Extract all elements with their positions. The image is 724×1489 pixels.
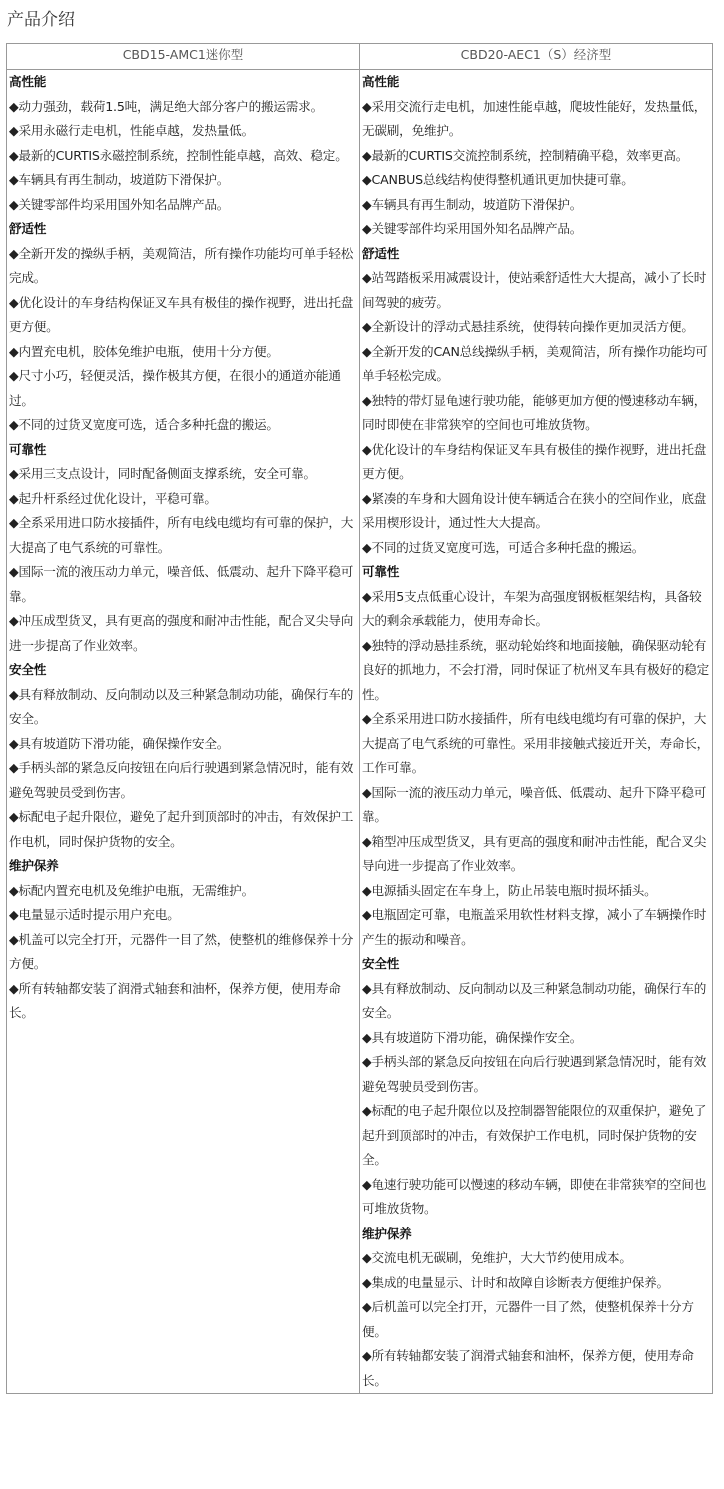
column-cbd20-content [360, 70, 713, 1394]
feature-item: ◆采用5支点低重心设计，车架为高强度钢板框架结构，具备较大的剩余承载能力，使用寿命长。 [362, 588, 702, 628]
feature-item: ◆内置充电机，胶体免维护电瓶，使用十分方便。 [9, 343, 279, 359]
feature-item: ◆CANBUS总线结构使得整机通讯更加快捷可靠。 [362, 172, 634, 187]
feature-item: ◆独特的浮动悬挂系统，驱动轮始终和地面接触，确保驱动轮有良好的抓地力，不会打滑，同时保证了杭州叉车具有极好的稳定性。 [362, 637, 710, 702]
feature-item: ◆所有转轴都安装了润滑式轴套和油杯，保养方便，使用寿命长。 [9, 980, 341, 1020]
feature-item: ◆具有坡道防下滑功能，确保操作安全。 [362, 1029, 583, 1045]
section-title: 可靠性 [362, 564, 400, 579]
feature-item: ◆最新的CURTIS永磁控制系统，控制性能卓越，高效、稳定。 [9, 147, 348, 163]
feature-item: ◆集成的电量显示、计时和故障自诊断表方便维护保养。 [362, 1274, 669, 1290]
feature-item: ◆全新开发的CAN总线操纵手柄，美观简洁，所有操作功能均可单手轻松完成。 [362, 343, 708, 383]
feature-item: ◆采用交流行走电机，加速性能卓越，爬坡性能好，发热量低，无碳刷，免维护。 [362, 98, 707, 138]
section-title: 安全性 [9, 662, 47, 677]
feature-item: ◆手柄头部的紧急反向按钮在向后行驶遇到紧急情况时，能有效避免驾驶员受到伤害。 [362, 1054, 707, 1094]
feature-item: ◆关键零部件均采用国外知名品牌产品。 [9, 196, 230, 212]
feature-item: ◆最新的CURTIS交流控制系统，控制精确平稳，效率更高。 [362, 147, 689, 163]
feature-item: ◆标配内置充电机及免维护电瓶，无需维护。 [9, 882, 254, 898]
feature-item: ◆紧凑的车身和大圆角设计使车辆适合在狭小的空间作业，底盘采用楔形设计，通过性大大提高。 [362, 490, 707, 530]
section-title: 可靠性 [9, 441, 47, 457]
section-title: 高性能 [9, 74, 47, 89]
feature-item: ◆独特的带灯显龟速行驶功能，能够更加方便的慢速移动车辆，同时即使在非常狭窄的空间也可堆放货物。 [362, 392, 707, 432]
feature-item: ◆交流电机无碳刷，免维护，大大节约使用成本。 [362, 1250, 632, 1265]
feature-item: ◆国际一流的液压动力单元，噪音低、低震动、起升下降平稳可靠。 [9, 564, 354, 604]
section-title: 维护保养 [9, 858, 59, 873]
feature-item: ◆不同的过货叉宽度可选，可适合多种托盘的搬运。 [362, 539, 645, 555]
feature-item: ◆标配的电子起升限位以及控制器智能限位的双重保护，避免了起升到顶部时的冲击，有效保护工作电机，同时保护货物的安全。 [362, 1103, 707, 1167]
feature-item: ◆龟速行驶功能可以慢速的移动车辆，即使在非常狭窄的空间也可堆放货物。 [362, 1176, 707, 1216]
feature-item: ◆采用三支点设计，同时配备侧面支撑系统，安全可靠。 [9, 466, 316, 481]
feature-item: ◆不同的过货叉宽度可选，适合多种托盘的搬运。 [9, 417, 279, 432]
feature-item: ◆起升杆系经过优化设计，平稳可靠。 [9, 490, 217, 506]
page-title: 产品介绍 [7, 10, 75, 30]
section-title: 舒适性 [9, 221, 47, 236]
feature-item: ◆电源插头固定在车身上，防止吊装电瓶时损坏插头。 [362, 882, 657, 898]
feature-item: ◆动力强劲，载荷1.5吨，满足绝大部分客户的搬运需求。 [9, 98, 323, 114]
feature-item: ◆关键零部件均采用国外知名品牌产品。 [362, 221, 583, 236]
section-title: 维护保养 [362, 1225, 412, 1241]
feature-item: ◆所有转轴都安装了润滑式轴套和油杯，保养方便，使用寿命长。 [362, 1348, 694, 1388]
column-cbd15-content [7, 70, 360, 1394]
feature-item: ◆车辆具有再生制动，坡道防下滑保护。 [9, 172, 230, 187]
feature-item: ◆电量显示适时提示用户充电。 [9, 907, 180, 922]
feature-item: ◆电瓶固定可靠，电瓶盖采用软性材料支撑，减小了车辆操作时产生的振动和噪音。 [362, 907, 707, 947]
section-title: 高性能 [362, 74, 400, 89]
column-header-cbd15: CBD15-AMC1迷你型 [7, 44, 360, 70]
feature-item: ◆优化设计的车身结构保证叉车具有极佳的操作视野，进出托盘更方便。 [9, 294, 354, 334]
feature-item: ◆标配电子起升限位，避免了起升到顶部时的冲击，有效保护工作电机，同时保护货物的安全。 [9, 809, 354, 849]
feature-item: ◆全系采用进口防水接插件，所有电线电缆均有可靠的保护，大大提高了电气系统的可靠性。 [9, 515, 354, 555]
section-title: 舒适性 [362, 245, 400, 261]
feature-item: ◆优化设计的车身结构保证叉车具有极佳的操作视野，进出托盘更方便。 [362, 441, 707, 481]
feature-item: ◆全系采用进口防水接插件，所有电线电缆均有可靠的保护，大大提高了电气系统的可靠性。采用非接触式接近开关，寿命长，工作可靠。 [362, 711, 710, 775]
feature-item: ◆箱型冲压成型货叉，具有更高的强度和耐冲击性能，配合叉尖导向进一步提高了作业效率。 [362, 833, 707, 873]
feature-item: ◆机盖可以完全打开，元器件一目了然，使整机的维修保养十分方便。 [9, 931, 354, 971]
feature-item: ◆采用永磁行走电机，性能卓越，发热量低。 [9, 123, 254, 138]
feature-item: ◆具有释放制动、反向制动以及三种紧急制动功能，确保行车的安全。 [362, 980, 707, 1020]
feature-item: ◆手柄头部的紧急反向按钮在向后行驶遇到紧急情况时，能有效避免驾驶员受到伤害。 [9, 760, 354, 800]
feature-item: ◆国际一流的液压动力单元，噪音低、低震动、起升下降平稳可靠。 [362, 784, 707, 824]
feature-item: ◆尺寸小巧，轻便灵活，操作极其方便，在很小的通道亦能通过。 [9, 368, 341, 408]
feature-item: ◆冲压成型货叉，具有更高的强度和耐冲击性能，配合叉尖导向进一步提高了作业效率。 [9, 613, 354, 653]
column-header-cbd20: CBD20-AEC1（S）经济型 [360, 44, 713, 70]
feature-item: ◆具有坡道防下滑功能，确保操作安全。 [9, 735, 230, 751]
feature-item: ◆具有释放制动、反向制动以及三种紧急制动功能，确保行车的安全。 [9, 686, 354, 726]
feature-item: ◆全新开发的操纵手柄，美观简洁，所有操作功能均可单手轻松完成。 [9, 245, 354, 285]
section-title: 安全性 [362, 956, 400, 971]
comparison-table [6, 43, 713, 1394]
feature-item: ◆站驾踏板采用减震设计，使站乘舒适性大大提高，减小了长时间驾驶的疲劳。 [362, 270, 707, 310]
feature-item: ◆车辆具有再生制动，坡道防下滑保护。 [362, 196, 583, 212]
feature-item: ◆全新设计的浮动式悬挂系统，使得转向操作更加灵活方便。 [362, 319, 694, 334]
feature-item: ◆后机盖可以完全打开，元器件一目了然，使整机保养十分方便。 [362, 1299, 694, 1339]
